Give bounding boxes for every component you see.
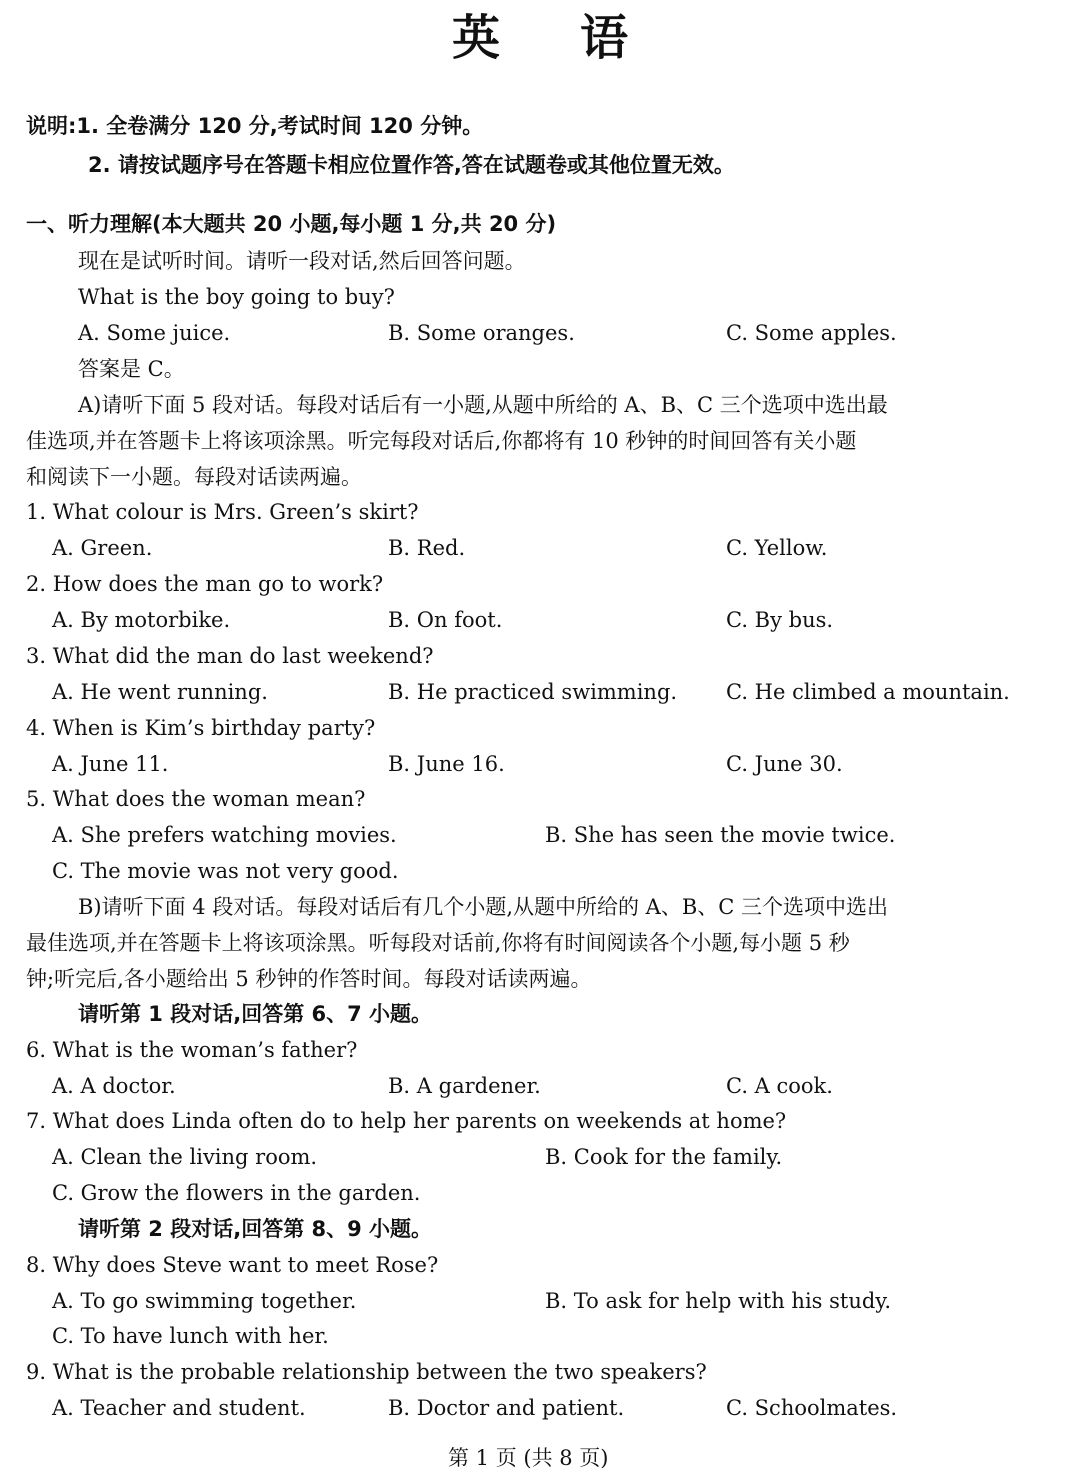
q2-option-c: C. By bus. [726,608,834,632]
part-a-line-1: A)请听下面 5 段对话。每段对话后有一小题,从题中所给的 A、B、C 三个选项中选出最 [78,393,888,417]
trial-option-c: C. Some apples. [726,321,897,345]
q4-option-a: A. June 11. [52,752,169,776]
q9-option-c: C. Schoolmates. [726,1396,898,1420]
q8-option-b: B. To ask for help with his study. [545,1289,892,1313]
q6-option-b: B. A gardener. [388,1074,541,1098]
q7-option-b: B. Cook for the family. [545,1145,783,1169]
question-3: 3. What did the man do last weekend? [26,644,434,668]
trial-question: What is the boy going to buy? [78,285,395,309]
question-6: 6. What is the woman’s father? [26,1038,358,1062]
q1-option-c: C. Yellow. [726,536,828,560]
question-8: 8. Why does Steve want to meet Rose? [26,1253,439,1277]
q8-option-c: C. To have lunch with her. [52,1324,329,1348]
q7-option-a: A. Clean the living room. [52,1145,318,1169]
instructions-line-2: 2. 请按试题序号在答题卡相应位置作答,答在试题卷或其他位置无效。 [88,153,735,177]
section-heading: 一、听力理解(本大题共 20 小题,每小题 1 分,共 20 分) [26,212,557,236]
part-a-line-3: 和阅读下一小题。每段对话读两遍。 [26,465,362,489]
trial-option-a: A. Some juice. [78,321,231,345]
trial-intro: 现在是试听时间。请听一段对话,然后回答问题。 [78,249,526,273]
q6-option-c: C. A cook. [726,1074,833,1098]
page-title-char-1: 英 [452,10,501,66]
question-2: 2. How does the man go to work? [26,572,384,596]
question-4: 4. When is Kim’s birthday party? [26,716,376,740]
question-1: 1. What colour is Mrs. Green’s skirt? [26,500,419,524]
question-5: 5. What does the woman mean? [26,787,366,811]
q5-option-a: A. She prefers watching movies. [52,823,397,847]
trial-answer: 答案是 C。 [78,357,185,381]
part-b-line-1: B)请听下面 4 段对话。每段对话后有几个小题,从题中所给的 A、B、C 三个选项中选出 [78,895,889,919]
part-a-line-2: 佳选项,并在答题卡上将该项涂黑。听完每段对话后,你都将有 10 秒钟的时间回答有关小题 [26,429,857,453]
instructions-line-1: 说明:1. 全卷满分 120 分,考试时间 120 分钟。 [26,114,484,138]
page-title-char-2: 语 [580,10,629,66]
part-b-line-3: 钟;听完后,各小题给出 5 秒钟的作答时间。每段对话读两遍。 [26,967,592,991]
q1-option-a: A. Green. [52,536,153,560]
q1-option-b: B. Red. [388,536,466,560]
q9-option-b: B. Doctor and patient. [388,1396,625,1420]
q3-option-c: C. He climbed a mountain. [726,680,1010,704]
q5-option-b: B. She has seen the movie twice. [545,823,896,847]
dialog-2-heading: 请听第 2 段对话,回答第 8、9 小题。 [78,1217,433,1241]
q3-option-a: A. He went running. [52,680,268,704]
page-footer: 第 1 页 (共 8 页) [448,1446,609,1470]
q7-option-c: C. Grow the flowers in the garden. [52,1181,421,1205]
q6-option-a: A. A doctor. [52,1074,176,1098]
q4-option-b: B. June 16. [388,752,505,776]
trial-option-b: B. Some oranges. [388,321,575,345]
q3-option-b: B. He practiced swimming. [388,680,678,704]
q5-option-c: C. The movie was not very good. [52,859,399,883]
dialog-1-heading: 请听第 1 段对话,回答第 6、7 小题。 [78,1002,433,1026]
q4-option-c: C. June 30. [726,752,843,776]
q9-option-a: A. Teacher and student. [52,1396,306,1420]
question-9: 9. What is the probable relationship between the two speakers? [26,1360,707,1384]
question-7: 7. What does Linda often do to help her parents on weekends at home? [26,1109,787,1133]
part-b-line-2: 最佳选项,并在答题卡上将该项涂黑。听每段对话前,你将有时间阅读各个小题,每小题 5 秒 [26,931,850,955]
q2-option-a: A. By motorbike. [52,608,231,632]
q8-option-a: A. To go swimming together. [52,1289,357,1313]
q2-option-b: B. On foot. [388,608,503,632]
